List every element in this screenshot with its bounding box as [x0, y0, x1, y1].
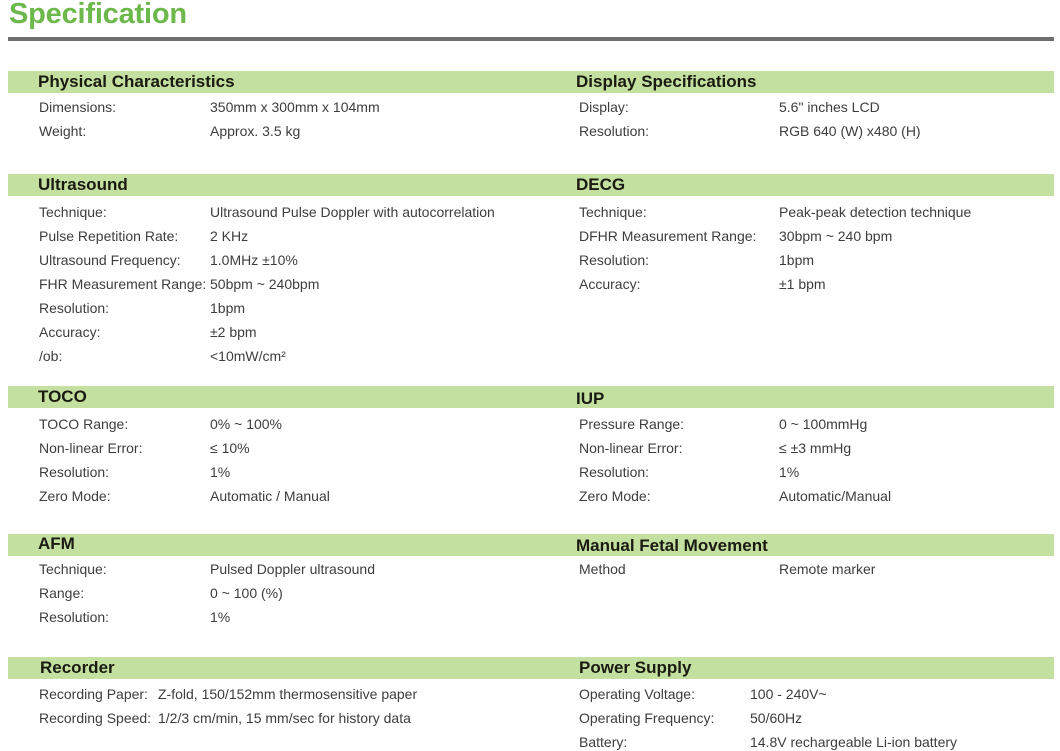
spec-value: Peak-peak detection technique — [779, 204, 972, 220]
spec-label: Accuracy: — [39, 324, 101, 340]
spec-label: TOCO Range: — [39, 416, 129, 432]
section-title: Physical Characteristics — [38, 72, 235, 91]
spec-value: 1% — [210, 609, 231, 625]
spec-value: Z-fold, 150/152mm thermosensitive paper — [158, 686, 418, 702]
spec-value: 1bpm — [779, 252, 815, 268]
spec-value: RGB 640 (W) x480 (H) — [779, 123, 921, 139]
spec-value: 50/60Hz — [750, 710, 803, 726]
spec-label: Ultrasound Frequency: — [39, 252, 181, 268]
spec-value: 350mm x 300mm x 104mm — [210, 99, 380, 115]
spec-label: Operating Frequency: — [579, 710, 715, 726]
spec-label: Resolution: — [579, 252, 650, 268]
spec-label: Resolution: — [39, 464, 110, 480]
spec-label: Method — [579, 561, 626, 577]
spec-label: Resolution: — [579, 464, 650, 480]
spec-label: Zero Mode: — [39, 488, 111, 504]
spec-label: DFHR Measurement Range: — [579, 228, 757, 244]
section-bar-recorder-power — [8, 657, 1054, 679]
spec-value: 30bpm ~ 240 bpm — [779, 228, 893, 244]
spec-value: 0 ~ 100 (%) — [210, 585, 283, 601]
spec-value: Pulsed Doppler ultrasound — [210, 561, 375, 577]
spec-label: Resolution: — [39, 300, 110, 316]
spec-label: Technique: — [579, 204, 647, 220]
spec-value: <10mW/cm² — [210, 348, 286, 364]
spec-value: ≤ 10% — [210, 440, 250, 456]
section-title: Ultrasound — [38, 175, 128, 194]
spec-value: 2 KHz — [210, 228, 249, 244]
spec-label: Range: — [39, 585, 85, 601]
page-title: Specification — [9, 0, 187, 30]
spec-value: ≤ ±3 mmHg — [779, 440, 852, 456]
spec-label: Pulse Repetition Rate: — [39, 228, 179, 244]
spec-value: Automatic / Manual — [210, 488, 330, 504]
spec-label: Zero Mode: — [579, 488, 651, 504]
spec-label: Non-linear Error: — [39, 440, 143, 456]
spec-label: /ob: — [39, 348, 63, 364]
spec-value: ±1 bpm — [779, 276, 826, 292]
spec-label: Accuracy: — [579, 276, 641, 292]
section-title: TOCO — [38, 387, 87, 406]
spec-label: Pressure Range: — [579, 416, 685, 432]
spec-value: Automatic/Manual — [779, 488, 892, 504]
section-bar-afm-manual — [8, 534, 1054, 556]
spec-value: 1.0MHz ±10% — [210, 252, 298, 268]
spec-label: Technique: — [39, 204, 107, 220]
spec-label: Resolution: — [579, 123, 650, 139]
spec-label: Recording Paper: — [39, 686, 148, 702]
spec-value: 100 - 240V~ — [750, 686, 827, 702]
section-title: Display Specifications — [576, 72, 757, 91]
spec-label: Display: — [579, 99, 629, 115]
title-divider — [8, 37, 1054, 41]
section-title: IUP — [576, 389, 605, 408]
spec-label: Recording Speed: — [39, 710, 152, 726]
spec-value: 5.6" inches LCD — [779, 99, 880, 115]
spec-label: Non-linear Error: — [579, 440, 683, 456]
spec-value: 1/2/3 cm/min, 15 mm/sec for history data — [158, 710, 411, 726]
spec-label: Technique: — [39, 561, 107, 577]
spec-label: Weight: — [39, 123, 87, 139]
section-title: AFM — [38, 534, 75, 553]
spec-value: Remote marker — [779, 561, 876, 577]
spec-value: ±2 bpm — [210, 324, 257, 340]
section-bar-ultrasound-decg — [8, 174, 1054, 196]
spec-value: 1% — [210, 464, 231, 480]
spec-value: Ultrasound Pulse Doppler with autocorrelation — [210, 204, 495, 220]
spec-label: Operating Voltage: — [579, 686, 695, 702]
spec-label: Battery: — [579, 734, 628, 750]
spec-value: 0 ~ 100mmHg — [779, 416, 868, 432]
section-bar-toco-iup — [8, 386, 1054, 408]
spec-label: Resolution: — [39, 609, 110, 625]
section-title: Power Supply — [579, 658, 692, 677]
section-title: Manual Fetal Movement — [576, 536, 768, 555]
spec-value: 1bpm — [210, 300, 246, 316]
spec-value: 0% ~ 100% — [210, 416, 282, 432]
spec-label: Dimensions: — [39, 99, 117, 115]
spec-value: Approx. 3.5 kg — [210, 123, 301, 139]
spec-value: 50bpm ~ 240bpm — [210, 276, 320, 292]
spec-label: FHR Measurement Range: — [39, 276, 207, 292]
spec-value: 14.8V rechargeable Li-ion battery — [750, 734, 958, 750]
section-title: Recorder — [40, 658, 115, 677]
spec-value: 1% — [779, 464, 800, 480]
section-title: DECG — [576, 175, 626, 194]
